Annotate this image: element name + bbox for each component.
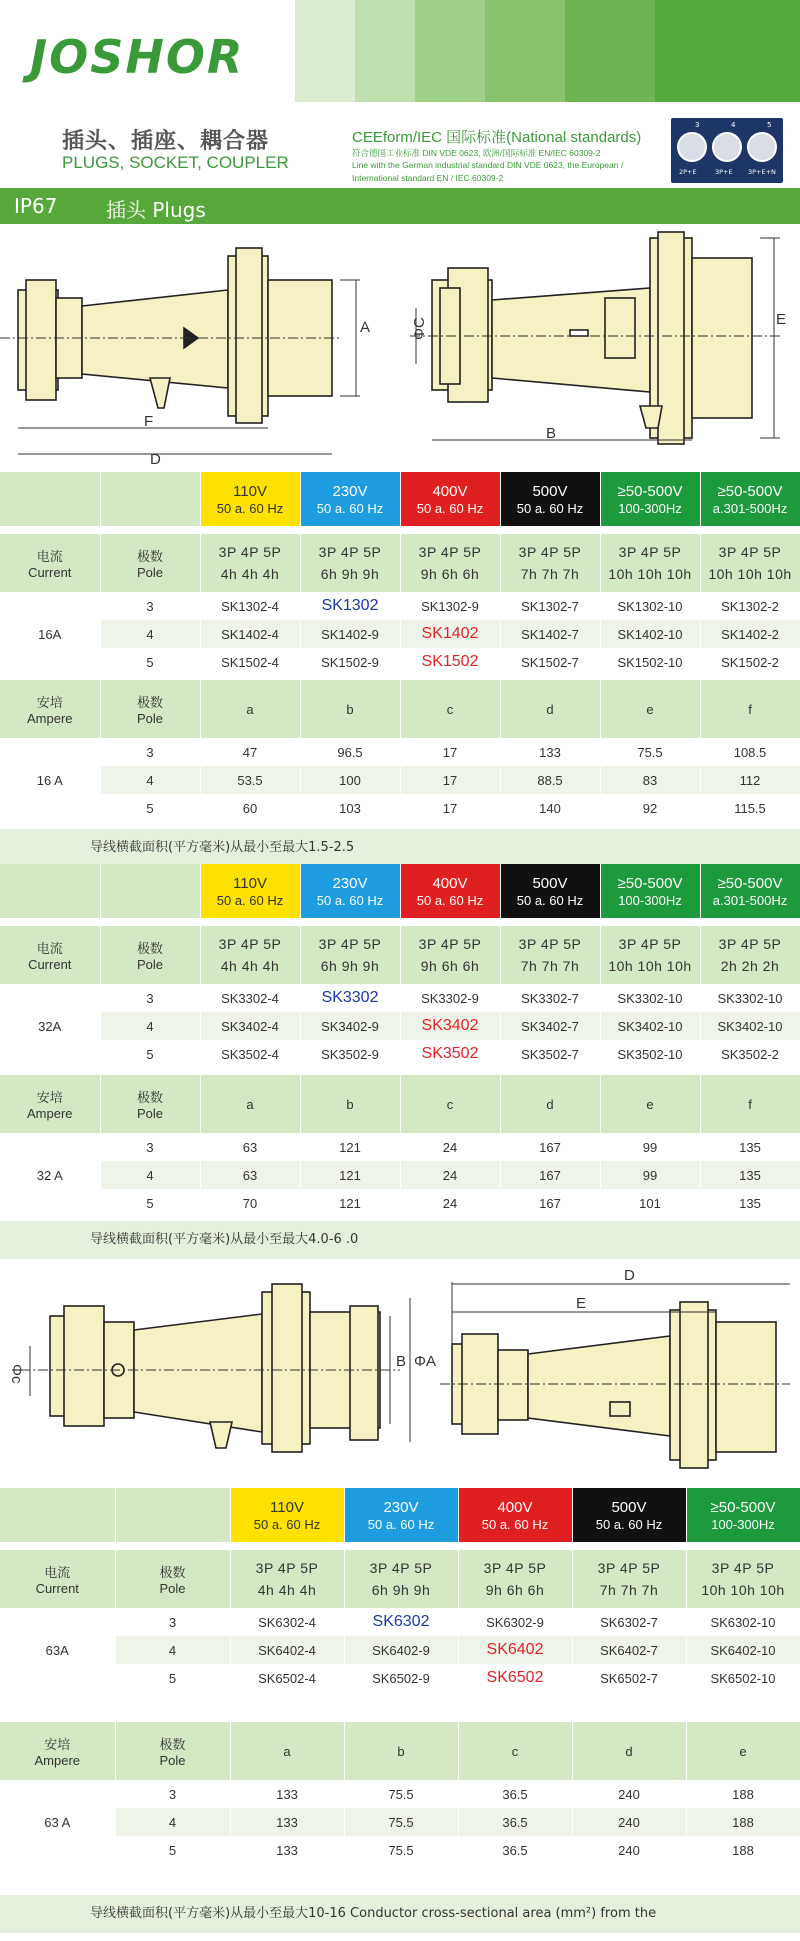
header-banner [0,0,800,102]
pole-config-cell: 3P 4P 5P 6h 9h 9h [300,926,400,984]
dimension-column-header: e [600,680,700,738]
dimension-value: 240 [572,1836,686,1864]
voltage-frequency: 50 a. 60 Hz [416,501,484,516]
table-row [0,1808,800,1836]
dimension-value: 167 [500,1161,600,1189]
part-number-cell: SK6502 [458,1664,572,1692]
table-t32-catalog [0,864,800,1068]
pole-config-cell: 3P 4P 5P 10h 10h 10h [686,1550,800,1608]
voltage-value: 110V [233,483,267,500]
part-number-cell: SK6502-9 [344,1664,458,1692]
pole-header: 极数 Pole [100,926,200,984]
part-number-cell: SK3402 [400,1012,500,1040]
voltage-cell [200,864,300,918]
dim-label-b2: B [396,1353,407,1370]
table-row [0,738,800,766]
dimension-value: 83 [600,766,700,794]
table-row [0,1040,800,1068]
voltage-cell [400,864,500,918]
current-header: 电流 Current [0,926,100,984]
voltage-cell [500,472,600,526]
table-row [0,620,800,648]
dimension-value: 17 [400,738,500,766]
current-header: 电流 Current [0,1550,115,1608]
ampere-value: 16 A [0,738,100,822]
voltage-value: 400V [497,1499,533,1516]
part-number-cell: SK3502-2 [700,1040,800,1068]
voltage-value: 400V [432,875,468,892]
dimension-value: 133 [230,1780,344,1808]
part-number-cell: SK3302-10 [600,984,700,1012]
standard-line-3: International standard EN / IEC 60309-2 [352,173,504,183]
voltage-frequency: 100-300Hz [618,501,682,516]
voltage-cell [600,472,700,526]
part-number-cell: SK1402-9 [300,620,400,648]
dimension-column-header: d [500,1075,600,1133]
pin-count-5: 5 [767,121,772,129]
pin-diagram-3-icon [677,132,707,162]
voltage-header-row [0,1488,800,1542]
dimension-value: 100 [300,766,400,794]
part-number-cell: SK1302-9 [400,592,500,620]
voltage-cell [700,472,800,526]
dimension-value: 36.5 [458,1808,572,1836]
part-number-cell: SK6502-4 [230,1664,344,1692]
pole-config-cell: 3P 4P 5P 9h 6h 6h [458,1550,572,1608]
dimension-value: 135 [700,1189,800,1217]
voltage-cell [458,1488,572,1542]
voltage-value: ≥50-500V [617,875,683,892]
standard-line-1: 符合德国工业标准 DIN VDE 0623, 欧洲/国际标准 EN/IEC 60309-2 [352,148,601,158]
part-number-cell: SK1502-7 [500,648,600,676]
dimension-column-header: d [500,680,600,738]
pin-diagram-4-icon [712,132,742,162]
table-row [0,1012,800,1040]
dimension-value: 92 [600,794,700,822]
dimension-header-row [0,680,800,738]
voltage-frequency: 100-300Hz [711,1517,775,1532]
dim-label-b: B [546,425,557,442]
dimension-value: 167 [500,1189,600,1217]
dimension-value: 24 [400,1161,500,1189]
dimension-column-header: a [200,1075,300,1133]
part-number-cell: SK6302-9 [458,1608,572,1636]
dimension-value: 47 [200,738,300,766]
pole-config-cell: 3P 4P 5P 10h 10h 10h [700,534,800,592]
part-number-cell: SK6502-10 [686,1664,800,1692]
voltage-frequency: 50 a. 60 Hz [216,501,284,516]
pole-value: 3 [100,1133,200,1161]
dimension-value: 75.5 [344,1808,458,1836]
dimension-column-header: d [572,1722,686,1780]
part-number-cell: SK3502-7 [500,1040,600,1068]
pole-value: 4 [115,1636,230,1664]
conductor-note: 导线横截面积(平方毫米)从最小至最大1.5-2.5 [0,829,800,867]
pin-count-3: 3 [695,121,700,129]
table-row [0,984,800,1012]
part-number-cell: SK3402-9 [300,1012,400,1040]
dimension-value: 75.5 [344,1836,458,1864]
part-number-cell: SK1502-9 [300,648,400,676]
dimension-value: 70 [200,1189,300,1217]
dimension-value: 17 [400,794,500,822]
ampere-value: 63 A [0,1780,115,1864]
voltage-frequency: 100-300Hz [618,893,682,908]
dimension-value: 36.5 [458,1780,572,1808]
table-row [0,592,800,620]
pin-label-5: 3P+E+N [748,168,776,176]
voltage-value: ≥50-500V [717,483,783,500]
voltage-cell [686,1488,800,1542]
part-number-cell: SK3502-4 [200,1040,300,1068]
plug-dimension-drawing-small [0,228,800,468]
dimension-column-header: b [300,680,400,738]
dimension-value: 63 [200,1133,300,1161]
dimension-value: 140 [500,794,600,822]
dimension-value: 121 [300,1161,400,1189]
dimension-header-row [0,1722,800,1780]
voltage-value: ≥50-500V [617,483,683,500]
ampere-value: 32 A [0,1133,100,1217]
pole-header: 极数 Pole [115,1722,230,1780]
ampere-header: 安培 Ampere [0,680,100,738]
dimension-value: 167 [500,1133,600,1161]
part-number-cell: SK6302-7 [572,1608,686,1636]
part-number-cell: SK1302-2 [700,592,800,620]
pin-diagram-5-icon [747,132,777,162]
dim-label-a: A [360,319,371,336]
voltage-cell [300,864,400,918]
current-value: 32A [0,984,100,1068]
part-number-cell: SK6402-9 [344,1636,458,1664]
voltage-frequency: 50 a. 60 Hz [253,1517,321,1532]
part-number-cell: SK1302-10 [600,592,700,620]
pole-config-cell: 3P 4P 5P 6h 9h 9h [344,1550,458,1608]
part-number-cell: SK3302-7 [500,984,600,1012]
pole-config-cell: 3P 4P 5P 7h 7h 7h [572,1550,686,1608]
pole-config-cell: 3P 4P 5P 7h 7h 7h [500,926,600,984]
pole-config-cell: 3P 4P 5P 6h 9h 9h [300,534,400,592]
pole-value: 5 [100,1189,200,1217]
dimension-value: 121 [300,1189,400,1217]
voltage-frequency: 50 a. 60 Hz [416,893,484,908]
table-row [0,1836,800,1864]
voltage-header-row [0,864,800,918]
voltage-value: 500V [532,483,568,500]
current-value: 16A [0,592,100,676]
dimension-value: 99 [600,1161,700,1189]
part-number-cell: SK3402-10 [700,1012,800,1040]
section-ip: IP67 [14,194,58,218]
ampere-header: 安培 Ampere [0,1075,100,1133]
part-number-cell: SK3502-9 [300,1040,400,1068]
voltage-cell [230,1488,344,1542]
pole-value: 3 [115,1608,230,1636]
pole-value: 3 [100,738,200,766]
plug-dimension-drawing-large [0,1262,800,1482]
page-title-en: PLUGS, SOCKET, COUPLER [62,153,289,172]
part-number-cell: SK6402-7 [572,1636,686,1664]
dimension-value: 75.5 [344,1780,458,1808]
table-row [0,1608,800,1636]
voltage-value: 230V [383,1499,419,1516]
voltage-frequency: 50 a. 60 Hz [316,501,384,516]
voltage-value: 500V [611,1499,647,1516]
part-number-cell: SK3302-9 [400,984,500,1012]
dim-label-f: F [144,413,154,430]
standard-line-2: Line with the German industrial standard DIN VDE 0623, the European / [352,160,624,170]
part-number-cell: SK1502-4 [200,648,300,676]
dimension-value: 60 [200,794,300,822]
dim-label-e: E [776,311,787,328]
dimension-column-header: b [344,1722,458,1780]
header-stripes [295,0,800,102]
pole-header: 极数 Pole [100,680,200,738]
pole-value: 3 [100,984,200,1012]
pole-config-cell: 3P 4P 5P 7h 7h 7h [500,534,600,592]
pole-config-cell: 3P 4P 5P 4h 4h 4h [230,1550,344,1608]
dimension-value: 24 [400,1133,500,1161]
pole-header-row [0,534,800,592]
voltage-value: 230V [332,483,368,500]
part-number-cell: SK1502-10 [600,648,700,676]
voltage-value: 110V [233,875,267,892]
voltage-value: ≥50-500V [717,875,783,892]
dimension-value: 17 [400,766,500,794]
brand-logo: JOSHOR [30,30,245,84]
dimension-value: 188 [686,1780,800,1808]
voltage-cell [344,1488,458,1542]
conductor-note: 导线横截面积(平方毫米)从最小至最大10-16 Conductor cross-sectional area (mm²) from the [0,1895,800,1933]
part-number-cell: SK6302-10 [686,1608,800,1636]
part-number-cell: SK1402-2 [700,620,800,648]
part-number-cell: SK1302 [300,592,400,620]
voltage-frequency: 50 a. 60 Hz [316,893,384,908]
table-row [0,766,800,794]
table-t16-catalog [0,472,800,676]
pole-config-cell: 3P 4P 5P 9h 6h 6h [400,926,500,984]
dimension-column-header: c [458,1722,572,1780]
dimension-value: 188 [686,1808,800,1836]
voltage-cell [200,472,300,526]
dimension-value: 133 [500,738,600,766]
dim-label-d2: D [624,1267,635,1284]
dimension-value: 240 [572,1808,686,1836]
pole-config-cell: 3P 4P 5P 4h 4h 4h [200,534,300,592]
voltage-cell [300,472,400,526]
pole-value: 5 [115,1836,230,1864]
dimension-value: 53.5 [200,766,300,794]
dimension-value: 75.5 [600,738,700,766]
table-row [0,1780,800,1808]
dimension-column-header: f [700,680,800,738]
conductor-note: 导线横截面积(平方毫米)从最小至最大4.0-6 .0 [0,1221,800,1259]
voltage-cell [400,472,500,526]
section-band [0,188,800,224]
table-t16-dimensions [0,680,800,822]
voltage-cell [572,1488,686,1542]
pin-label-4: 3P+E [715,168,733,176]
pole-config-cell: 3P 4P 5P 4h 4h 4h [200,926,300,984]
voltage-value: 500V [532,875,568,892]
part-number-cell: SK1402-10 [600,620,700,648]
part-number-cell: SK1502-2 [700,648,800,676]
pin-label-3: 2P+E [679,168,697,176]
dimension-value: 135 [700,1161,800,1189]
page-title-cn: 插头、插座、耦合器 [62,129,270,154]
pole-header-row [0,926,800,984]
dimension-value: 115.5 [700,794,800,822]
pole-value: 4 [100,620,200,648]
voltage-frequency: 50 a. 60 Hz [516,501,584,516]
pole-value: 4 [100,1161,200,1189]
dimension-value: 240 [572,1780,686,1808]
dim-label-d: D [150,451,161,468]
voltage-header-row [0,472,800,526]
dimension-value: 133 [230,1808,344,1836]
voltage-value: 400V [432,483,468,500]
part-number-cell: SK1502 [400,648,500,676]
standard-title: CEEform/IEC 国际标准(National standards) [352,129,642,146]
part-number-cell: SK6302 [344,1608,458,1636]
part-number-cell: SK6502-7 [572,1664,686,1692]
pole-value: 5 [100,1040,200,1068]
part-number-cell: SK1402-4 [200,620,300,648]
pole-value: 4 [100,766,200,794]
dimension-column-header: f [700,1075,800,1133]
dimension-value: 101 [600,1189,700,1217]
table-row [0,648,800,676]
part-number-cell: SK3402-7 [500,1012,600,1040]
pole-value: 3 [115,1780,230,1808]
part-number-cell: SK3402-4 [200,1012,300,1040]
table-row [0,1664,800,1692]
part-number-cell: SK1402 [400,620,500,648]
part-number-cell: SK6302-4 [230,1608,344,1636]
dimension-column-header: a [200,680,300,738]
pole-config-cell: 3P 4P 5P 2h 2h 2h [700,926,800,984]
pin-count-4: 4 [731,121,736,129]
part-number-cell: SK1302-7 [500,592,600,620]
dimension-value: 88.5 [500,766,600,794]
voltage-frequency: 50 a. 60 Hz [516,893,584,908]
dimension-value: 121 [300,1133,400,1161]
pole-value: 5 [115,1664,230,1692]
voltage-frequency: a.301-500Hz [712,893,788,908]
voltage-frequency: a.301-500Hz [712,501,788,516]
voltage-frequency: 50 a. 60 Hz [216,893,284,908]
part-number-cell: SK3302 [300,984,400,1012]
dimension-value: 24 [400,1189,500,1217]
dimension-column-header: e [600,1075,700,1133]
dimension-value: 133 [230,1836,344,1864]
dimension-value: 96.5 [300,738,400,766]
voltage-cell [500,864,600,918]
pole-value: 4 [115,1808,230,1836]
dim-label-e2: E [576,1295,587,1312]
dim-label-c2: Φc [8,1364,25,1384]
dimension-column-header: a [230,1722,344,1780]
part-number-cell: SK1302-4 [200,592,300,620]
table-row [0,1161,800,1189]
dimension-value: 108.5 [700,738,800,766]
pole-value: 4 [100,1012,200,1040]
part-number-cell: SK6402-4 [230,1636,344,1664]
table-t63-dimensions [0,1722,800,1864]
part-number-cell: SK6402-10 [686,1636,800,1664]
dimension-column-header: b [300,1075,400,1133]
dimension-value: 63 [200,1161,300,1189]
part-number-cell: SK3502-10 [600,1040,700,1068]
table-row [0,1189,800,1217]
voltage-cell [700,864,800,918]
voltage-frequency: 50 a. 60 Hz [367,1517,435,1532]
part-number-cell: SK6402 [458,1636,572,1664]
voltage-value: 230V [332,875,368,892]
pole-value: 3 [100,592,200,620]
dim-label-a2: ΦA [414,1353,436,1370]
table-t32-dimensions [0,1075,800,1217]
voltage-value: 110V [270,1499,304,1516]
dimension-value: 99 [600,1133,700,1161]
part-number-cell: SK3402-10 [600,1012,700,1040]
dimension-value: 112 [700,766,800,794]
pole-header-row [0,1550,800,1608]
dimension-header-row [0,1075,800,1133]
dimension-value: 188 [686,1836,800,1864]
pole-config-cell: 3P 4P 5P 10h 10h 10h [600,926,700,984]
pin-configuration-box [671,118,783,183]
voltage-cell [600,864,700,918]
current-value: 63A [0,1608,115,1692]
part-number-cell: SK3302-10 [700,984,800,1012]
dimension-column-header: c [400,680,500,738]
voltage-frequency: 50 a. 60 Hz [595,1517,663,1532]
dimension-column-header: e [686,1722,800,1780]
pole-config-cell: 3P 4P 5P 9h 6h 6h [400,534,500,592]
dimension-value: 103 [300,794,400,822]
dimension-column-header: c [400,1075,500,1133]
part-number-cell: SK3502 [400,1040,500,1068]
pole-header: 极数 Pole [100,534,200,592]
part-number-cell: SK1402-7 [500,620,600,648]
table-row [0,1636,800,1664]
table-row [0,794,800,822]
pole-config-cell: 3P 4P 5P 10h 10h 10h [600,534,700,592]
pole-header: 极数 Pole [115,1550,230,1608]
dimension-value: 36.5 [458,1836,572,1864]
pole-value: 5 [100,648,200,676]
dim-label-c: ΦC [411,317,428,340]
part-number-cell: SK3302-4 [200,984,300,1012]
voltage-frequency: 50 a. 60 Hz [481,1517,549,1532]
pole-header: 极数 Pole [100,1075,200,1133]
pole-value: 5 [100,794,200,822]
ampere-header: 安培 Ampere [0,1722,115,1780]
table-t63-catalog [0,1488,800,1692]
voltage-value: ≥50-500V [710,1499,776,1516]
table-row [0,1133,800,1161]
section-label: 插头 Plugs [106,198,206,222]
current-header: 电流 Current [0,534,100,592]
dimension-value: 135 [700,1133,800,1161]
